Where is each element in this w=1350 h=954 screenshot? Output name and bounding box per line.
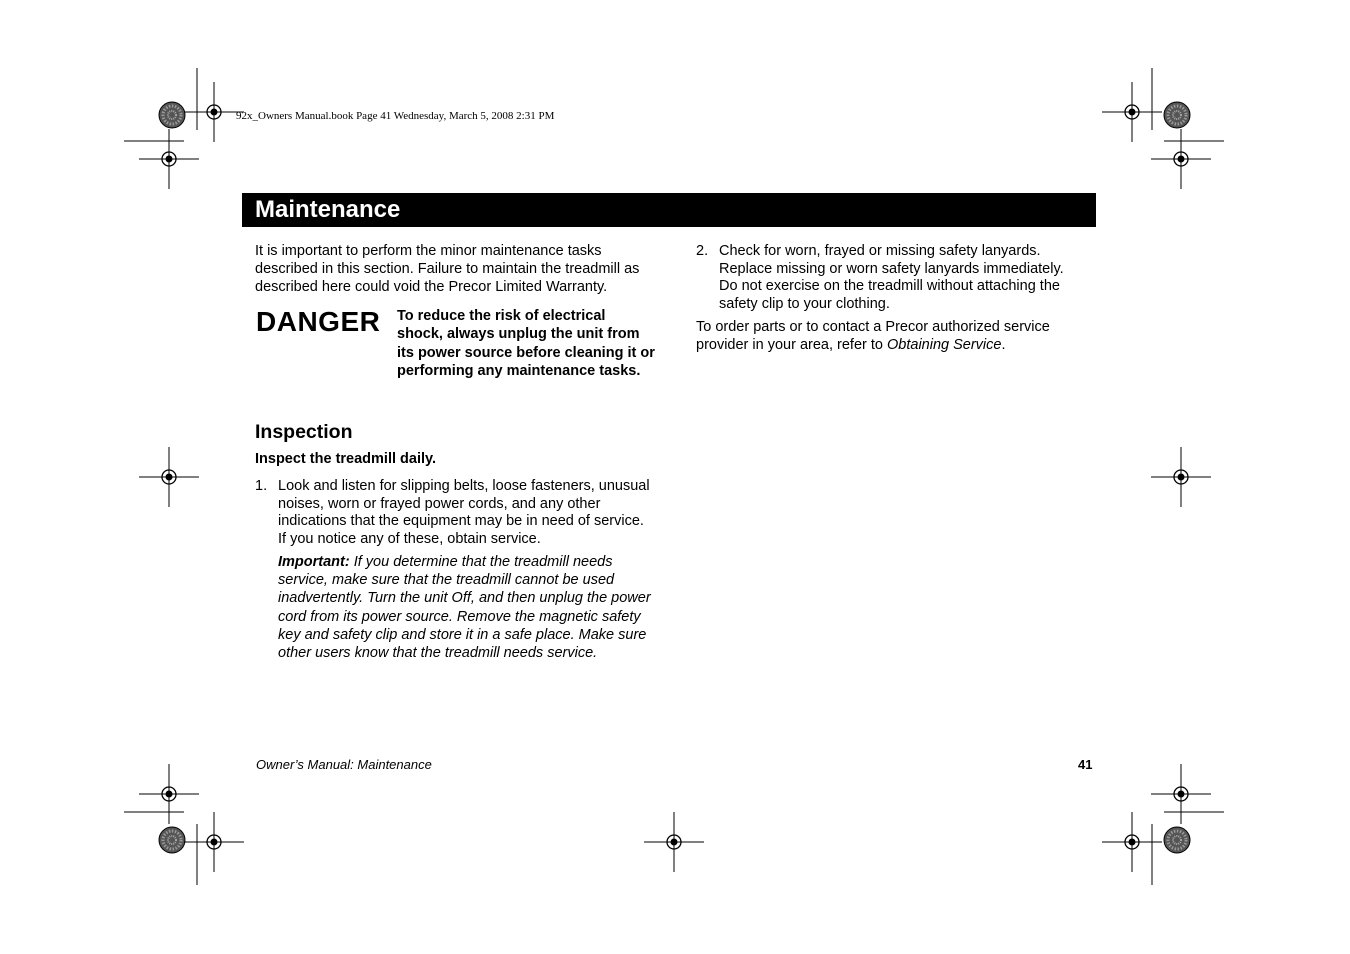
- inspection-subheading: Inspect the treadmill daily.: [255, 451, 437, 467]
- important-label: Important:: [278, 554, 350, 570]
- title-bar: [242, 193, 1096, 227]
- footer-title: Owner’s Manual: Maintenance: [256, 757, 432, 772]
- inspection-heading: Inspection: [255, 421, 353, 443]
- danger-text: To reduce the risk of electrical shock, always unplug the unit from its power source before cleaning it or performing any maintenance tasks.: [397, 308, 655, 380]
- order-end: .: [1001, 337, 1006, 354]
- list-item: [696, 243, 1088, 315]
- page-title: Maintenance: [255, 196, 401, 223]
- step-number: 2.: [696, 243, 709, 259]
- intro-paragraph: It is important to perform the minor maintenance tasks described in this section. Failure to maintain the treadmill as described here could void the Precor Limited Warranty.: [255, 243, 640, 296]
- order-paragraph: [696, 318, 1088, 354]
- step-number: 1.: [255, 478, 268, 494]
- step-text: Look and listen for slipping belts, loose fasteners, unusual noises, worn or frayed power cords, and any other indications that the equipment may be in need of service. If you notice any of these, obtain service.: [278, 478, 650, 547]
- file-slug: 92x_Owners Manual.book Page 41 Wednesday, March 5, 2008 2:31 PM: [236, 110, 555, 122]
- step-text: Check for worn, frayed or missing safety lanyards. Replace missing or worn safety lanyards immediately. Do not exercise on the treadmill without attaching the safety clip to your clothing.: [719, 243, 1064, 312]
- important-note: [278, 553, 653, 662]
- list-item: [255, 478, 655, 550]
- danger-label: DANGER: [256, 306, 381, 337]
- obtaining-service-link[interactable]: Obtaining Service: [887, 337, 1002, 354]
- page-number: 41: [1078, 757, 1093, 772]
- important-text: If you determine that the treadmill needs service, make sure that the treadmill cannot be used inadvertently. Turn the unit Off, and then unplug the power cord from its power source. Remove the magnetic safety key and safety clip and store it in a safe place. Make sure other users know that the treadmill needs service.: [278, 554, 651, 662]
- order-text: To order parts or to contact a Precor authorized service provider in your area, refer to: [696, 319, 1050, 354]
